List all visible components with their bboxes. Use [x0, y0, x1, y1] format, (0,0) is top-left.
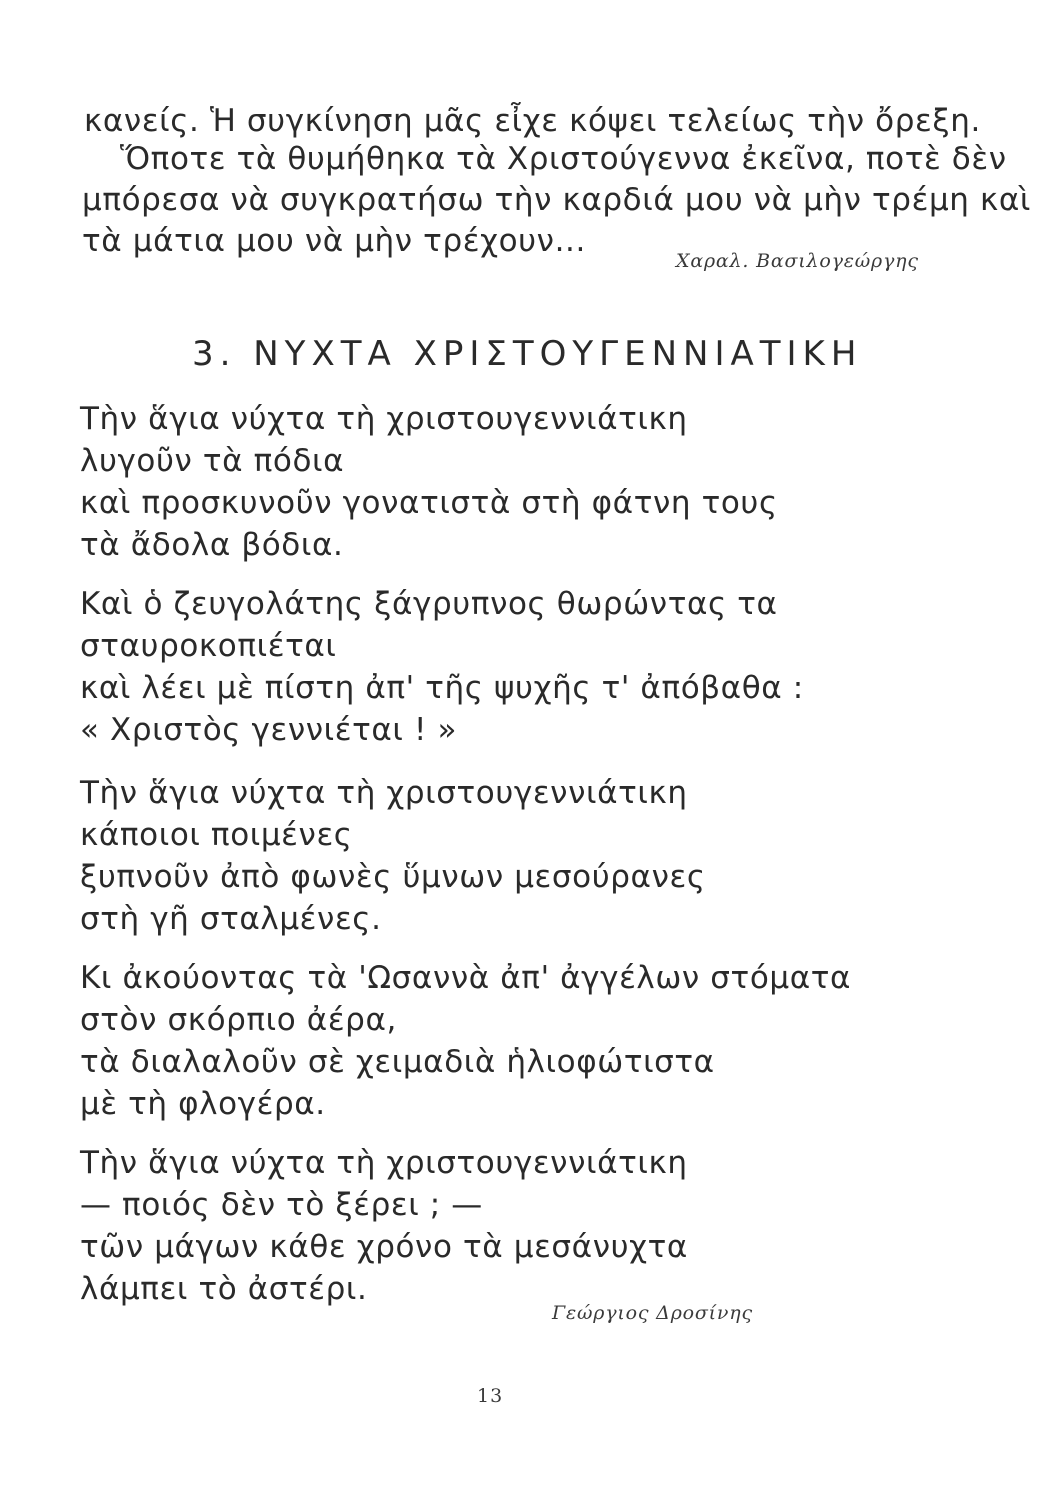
stanza-3	[80, 775, 706, 946]
stanza-1	[80, 401, 778, 572]
verse-line: Τὴν ἅγια νύχτα τὴ χριστουγεννιάτικη	[80, 775, 688, 811]
verse-line: στὸν σκόρπιο ἀέρα,	[80, 1002, 397, 1038]
verse-line: κάποιοι ποιμένες	[80, 817, 353, 853]
prose-line-4: τὰ μάτια μου νὰ μὴν τρέχουν...	[82, 223, 586, 259]
verse-line: Καὶ ὁ ζευγολάτης ξάγρυπνος θωρώντας τα	[80, 586, 778, 622]
stanza-4	[80, 960, 852, 1131]
verse-line: στὴ γῆ σταλμένες.	[80, 901, 382, 937]
verse-line: τὰ ἄδολα βόδια.	[80, 527, 344, 563]
prose-signature: Χαραλ. Βασιλογεώργης	[676, 250, 919, 272]
verse-line: λυγοῦν τὰ πόδια	[80, 443, 345, 479]
stanza-5	[80, 1145, 688, 1316]
verse-line: καὶ προσκυνοῦν γονατιστὰ στὴ φάτνη τους	[80, 485, 778, 521]
verse-line: « Χριστὸς γεννιέται ! »	[80, 712, 458, 748]
verse-line: τῶν μάγων κάθε χρόνο τὰ μεσάνυχτα	[80, 1229, 688, 1265]
poem-signature: Γεώργιος Δροσίνης	[552, 1302, 753, 1324]
verse-line: καὶ λέει μὲ πίστη ἀπ' τῆς ψυχῆς τ' ἀπόβαθα :	[80, 670, 804, 706]
stanza-2	[80, 586, 804, 757]
verse-line: — ποιός δὲν τὸ ξέρει ; —	[80, 1187, 483, 1223]
verse-line: Τὴν ἅγια νύχτα τὴ χριστουγεννιάτικη	[80, 1145, 688, 1181]
verse-line: Τὴν ἅγια νύχτα τὴ χριστουγεννιάτικη	[80, 401, 688, 437]
poem-title: 3. ΝΥΧΤΑ ΧΡΙΣΤΟΥΓΕΝΝΙΑΤΙΚΗ	[192, 334, 863, 374]
verse-line: λάμπει τὸ ἀστέρι.	[80, 1271, 368, 1307]
verse-line: μὲ τὴ φλογέρα.	[80, 1086, 326, 1122]
verse-line: Κι ἀκούοντας τὰ 'Ωσαννὰ ἀπ' ἀγγέλων στόματα	[80, 960, 852, 996]
page-number: 13	[477, 1385, 504, 1407]
verse-line: ξυπνοῦν ἀπὸ φωνὲς ὕμνων μεσούρανες	[80, 859, 706, 895]
prose-line-2: Ὅποτε τὰ θυμήθηκα τὰ Χριστούγεννα ἐκεῖνα, ποτὲ δὲν	[120, 141, 1007, 177]
prose-line-1: κανείς. Ἡ συγκίνηση μᾶς εἶχε κόψει τελείως τὴν ὄρεξη.	[84, 103, 981, 139]
prose-line-3: μπόρεσα νὰ συγκρατήσω τὴν καρδιά μου νὰ μὴν τρέμη καὶ	[82, 182, 1031, 218]
verse-line: σταυροκοπιέται	[80, 628, 337, 664]
verse-line: τὰ διαλαλοῦν σὲ χειμαδιὰ ἡλιοφώτιστα	[80, 1044, 715, 1080]
